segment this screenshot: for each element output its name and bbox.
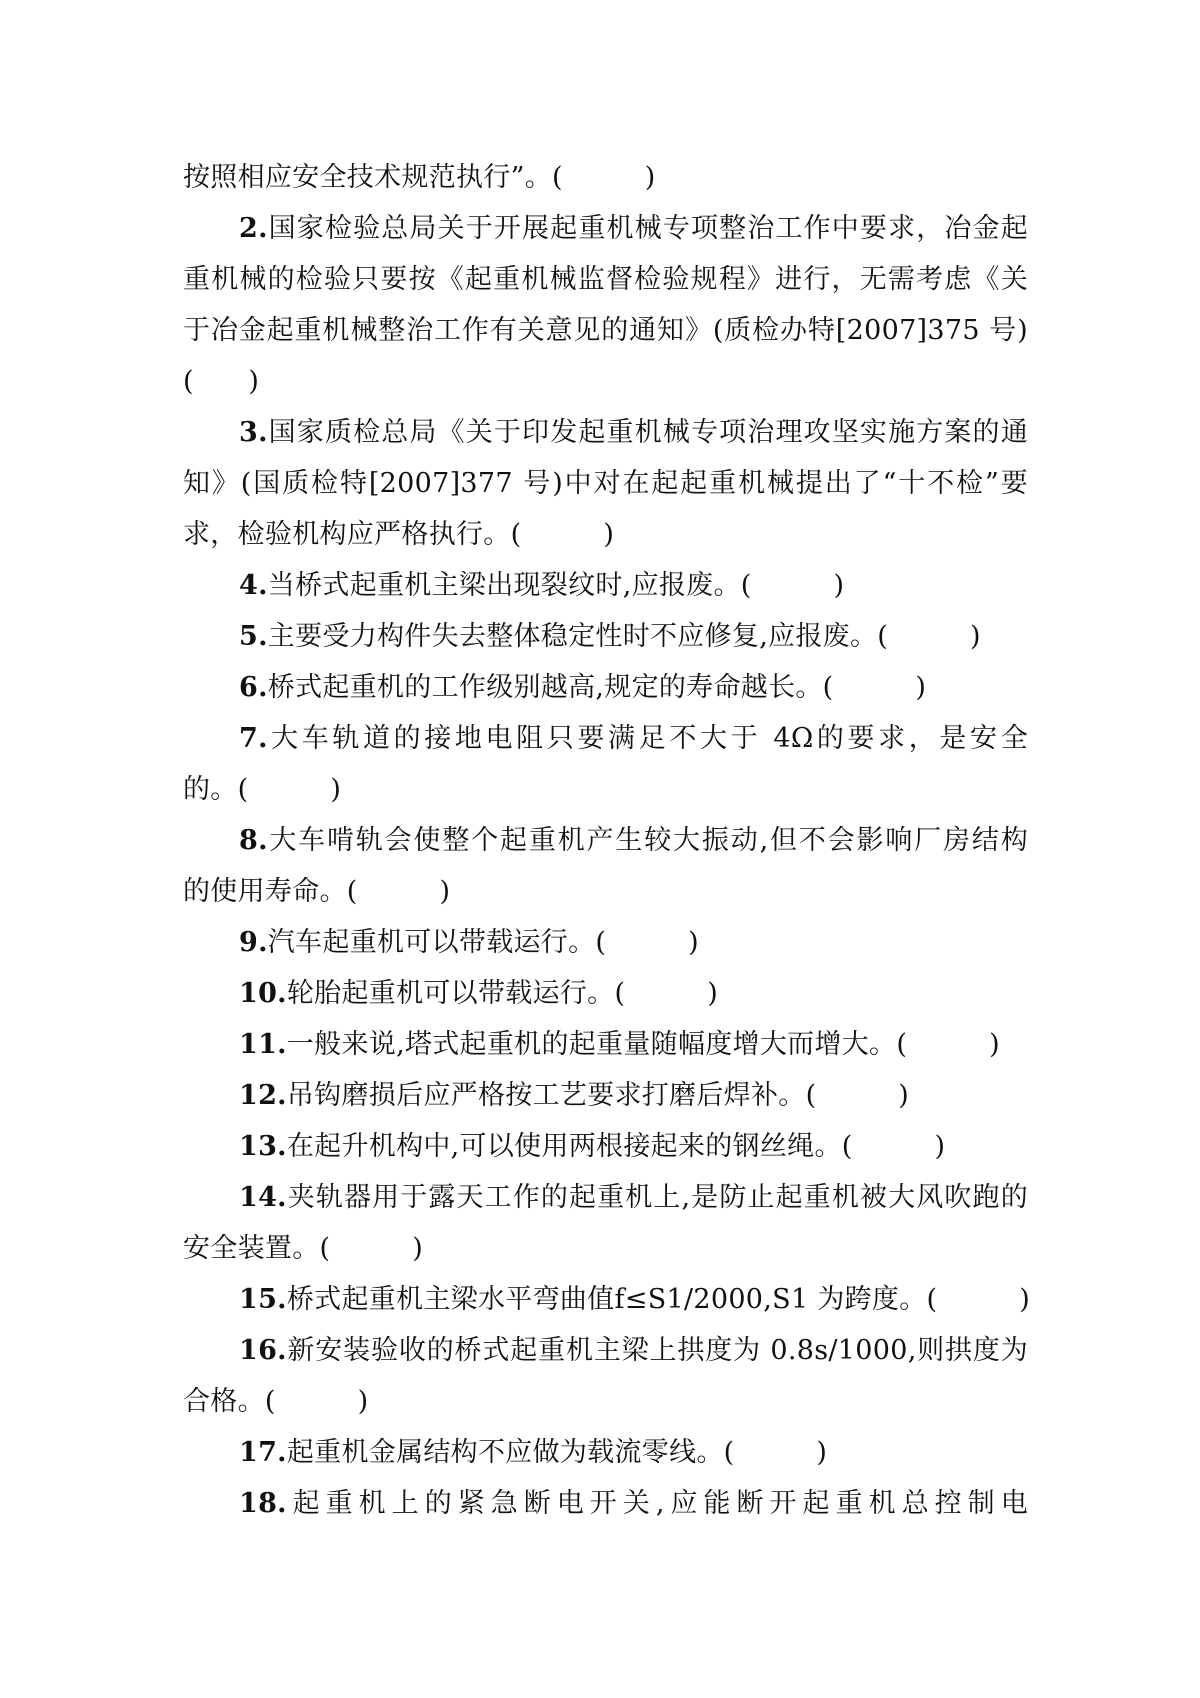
question-number: 7. <box>239 723 268 754</box>
question-number: 14. <box>239 1182 287 1213</box>
line-text: 在起升机构中,可以使用两根接起来的钢丝绳。( ) <box>286 1131 946 1162</box>
line-text: 求，检验机构应严格执行。( ) <box>183 519 615 550</box>
line-text: 的使用寿命。( ) <box>183 876 451 907</box>
line-text: 主要受力构件失去整体稳定性时不应修复,应报废。( ) <box>267 621 981 652</box>
document-line <box>183 1121 1028 1172</box>
question-number: 4. <box>239 570 268 601</box>
document-line <box>183 611 1028 662</box>
document-line <box>183 713 1028 764</box>
line-text: 重机械的检验只要按《起重机械监督检验规程》进行，无需考虑《关 <box>183 264 1028 295</box>
document-line <box>183 356 1028 407</box>
document-line <box>183 917 1028 968</box>
document-line <box>183 968 1028 1019</box>
line-text: 桥式起重机的工作级别越高,规定的寿命越长。( ) <box>267 672 927 703</box>
document-line <box>183 407 1028 458</box>
question-number: 2. <box>239 213 268 244</box>
line-text: 桥式起重机主梁水平弯曲值f≤S1/2000,S1 为跨度。( ) <box>286 1284 1031 1315</box>
line-text: 于冶金起重机械整治工作有关意见的通知》(质检办特[2007]375 号) <box>183 315 1028 346</box>
line-text: 轮胎起重机可以带载运行。( ) <box>286 978 719 1009</box>
question-number: 18. <box>239 1488 287 1519</box>
document-line <box>183 815 1028 866</box>
line-text: 起重机金属结构不应做为载流零线。( ) <box>286 1437 828 1468</box>
line-text: 夹轨器用于露天工作的起重机上,是防止起重机被大风吹跑的 <box>286 1182 1028 1213</box>
line-text: 安全装置。( ) <box>183 1233 424 1264</box>
document-line <box>183 458 1028 509</box>
question-number: 15. <box>239 1284 287 1315</box>
document-line <box>183 1172 1028 1223</box>
document-line <box>183 866 1028 917</box>
line-text: 国家检验总局关于开展起重机械专项整治工作中要求，冶金起 <box>267 213 1028 244</box>
question-number: 16. <box>239 1335 287 1366</box>
document-line <box>183 1070 1028 1121</box>
document-line <box>183 1325 1028 1376</box>
question-number: 9. <box>239 927 268 958</box>
line-text: 一般来说,塔式起重机的起重量随幅度增大而增大。( ) <box>286 1029 1000 1060</box>
document-line <box>183 1427 1028 1478</box>
document-body <box>183 152 1031 1529</box>
question-number: 8. <box>239 825 268 856</box>
question-number: 11. <box>239 1029 287 1060</box>
document-line <box>183 1019 1028 1070</box>
line-text: 当桥式起重机主梁出现裂纹时,应报废。( ) <box>267 570 845 601</box>
question-number: 12. <box>239 1080 287 1111</box>
document-line <box>183 203 1028 254</box>
document-line <box>183 305 1028 356</box>
line-text: 知》(国质检特[2007]377 号)中对在起起重机械提出了“十不检”要 <box>183 468 1028 499</box>
line-text: 国家质检总局《关于印发起重机械专项治理攻坚实施方案的通 <box>267 417 1028 448</box>
document-line <box>183 560 1028 611</box>
line-text: 大车轨道的接地电阻只要满足不大于 4Ω的要求，是安全 <box>267 723 1028 754</box>
question-number: 13. <box>239 1131 287 1162</box>
document-line <box>183 152 1028 203</box>
line-text: 吊钩磨损后应严格按工艺要求打磨后焊补。( ) <box>286 1080 910 1111</box>
document-line <box>183 254 1028 305</box>
line-text: 起重机上的紧急断电开关,应能断开起重机总控制电 <box>286 1488 1028 1519</box>
line-text: 的。( ) <box>183 774 342 805</box>
document-line <box>183 1478 1028 1529</box>
line-text: ( ) <box>183 366 260 397</box>
question-number: 5. <box>239 621 268 652</box>
question-number: 17. <box>239 1437 287 1468</box>
question-number: 3. <box>239 417 268 448</box>
line-text: 新安装验收的桥式起重机主梁上拱度为 0.8s/1000,则拱度为 <box>286 1335 1028 1366</box>
question-number: 6. <box>239 672 268 703</box>
document-line <box>183 1376 1028 1427</box>
line-text: 大车啃轨会使整个起重机产生较大振动,但不会影响厂房结构 <box>267 825 1028 856</box>
document-line <box>183 764 1028 815</box>
line-text: 合格。( ) <box>183 1386 369 1417</box>
question-number: 10. <box>239 978 287 1009</box>
document-line <box>183 509 1028 560</box>
line-text: 汽车起重机可以带载运行。( ) <box>267 927 699 958</box>
document-line <box>183 662 1028 713</box>
document-line <box>183 1274 1031 1325</box>
line-text: 按照相应安全技术规范执行”。( ) <box>183 162 656 193</box>
document-line <box>183 1223 1028 1274</box>
